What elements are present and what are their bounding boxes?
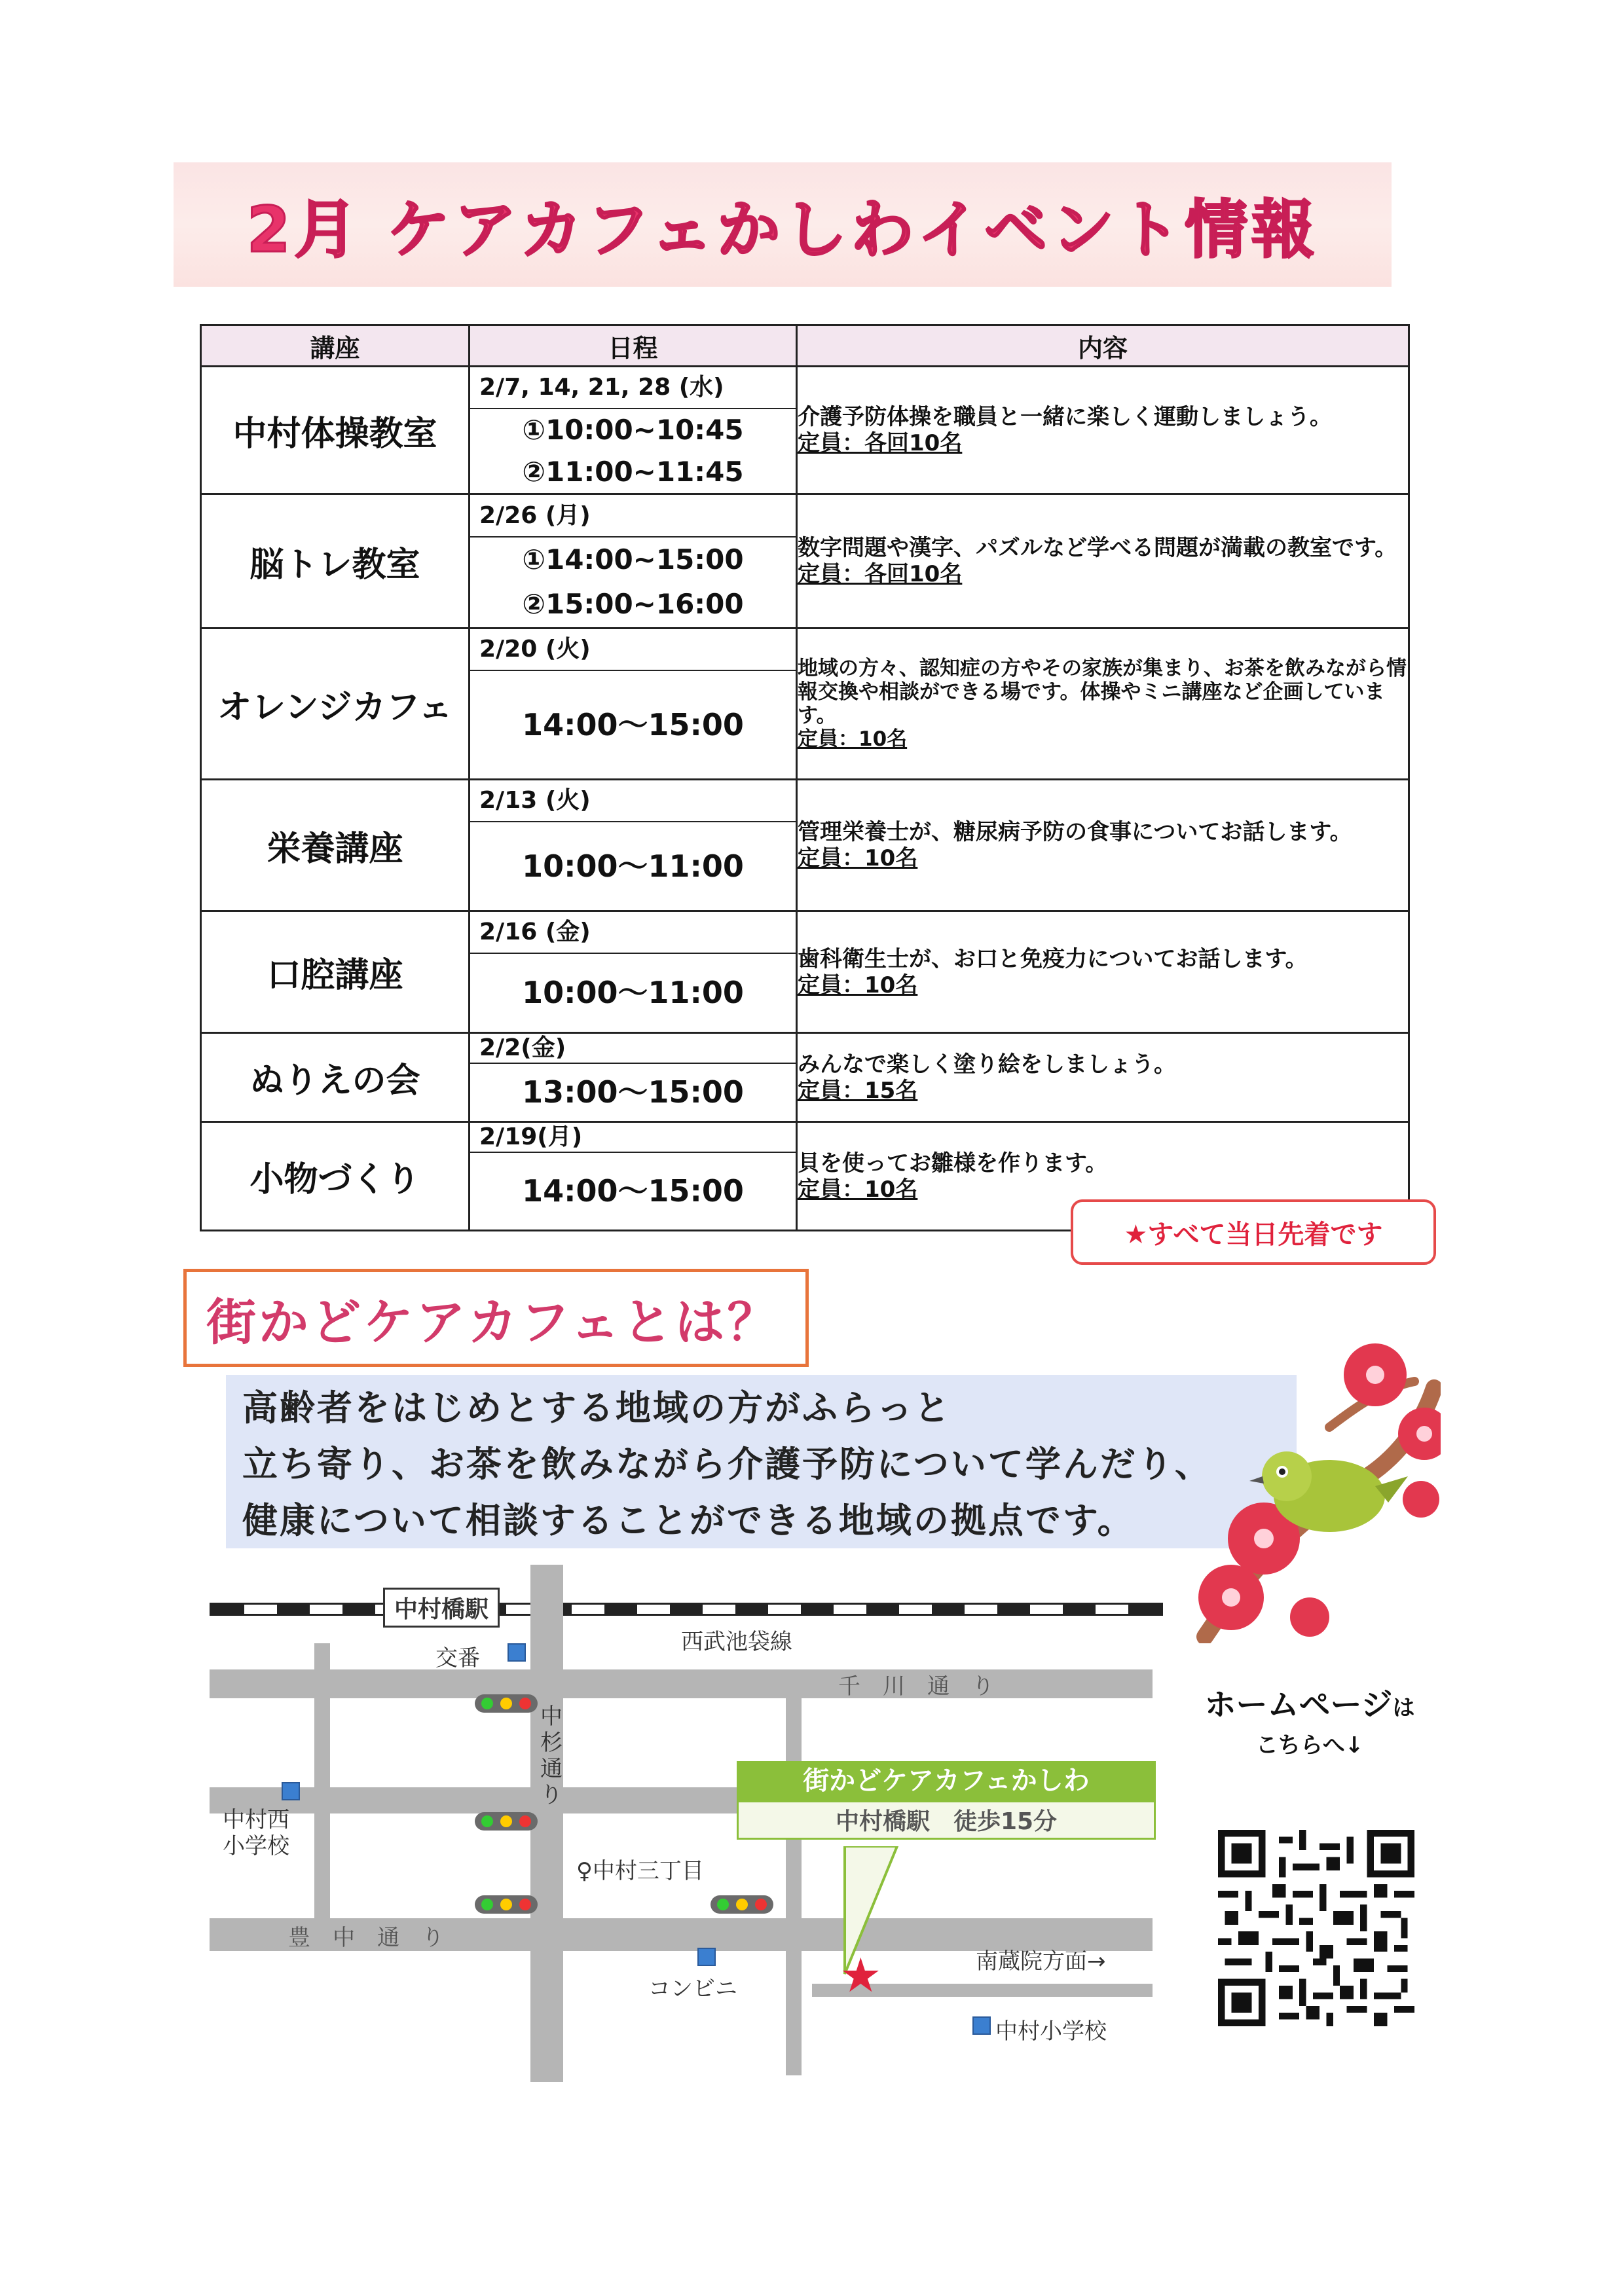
schedule-cell [470,367,797,494]
nanzoin-label: 南蔵院方面→ [976,1948,1106,1975]
event-date: 2/13 (火) [470,780,796,822]
about-line: 高齢者をはじめとする地域の方がふらっと [242,1387,951,1429]
event-time: 14:00～15:00 [522,707,744,742]
schedule-cell [470,911,797,1033]
event-time: 14:00～15:00 [522,1173,744,1209]
event-time: 10:00～11:00 [522,975,744,1010]
homepage-suffix: は [1392,1695,1415,1721]
cafe-name: 街かどケアカフェかしわ [737,1761,1156,1800]
nakasugi-label: 中 杉 通 り [540,1704,563,1808]
konbini-label: コンビニ [648,1976,737,2002]
sanchome-text: 中村三丁目 [592,1858,704,1884]
description-text: 貝を使ってお雛様を作ります。 [798,1150,1108,1176]
event-date: 2/20 (火) [470,629,796,671]
traffic-signal-icon [475,1812,538,1831]
about-line: 立ち寄り、お茶を飲みながら介護予防について学んだり、 [242,1444,1212,1485]
school-label: 中村小学校 [995,2018,1107,2045]
table-header-row [201,325,1409,367]
about-line: 健康について相談することができる地域の拠点です。 [242,1500,1135,1541]
schedule-cell [470,1122,797,1231]
capacity-text: 定員：各回10名 [798,561,963,587]
school-west-label: 中村西 小学校 [223,1807,289,1859]
homepage-line2: こちらへ↓ [1255,1732,1364,1758]
description-text: 管理栄養士が、糖尿病予防の食事についてお話します。 [798,819,1352,845]
event-date: 2/26 (月) [470,496,796,538]
koban-icon [507,1643,526,1662]
capacity-text: 定員：10名 [798,1176,918,1203]
description-text: 数字問題や漢字、パズルなど学べる問題が満載の教室です。 [798,535,1397,561]
event-date: 2/7, 14, 21, 28 (水) [470,367,796,409]
schedule-cell [470,629,797,780]
about-heading-text: 街かどケアカフェとは？ [206,1292,780,1351]
course-name: ぬりえの会 [201,1033,470,1122]
event-time: ①10:00~10:45 [522,414,744,446]
traffic-signal-icon [710,1895,773,1914]
event-date: 2/16 (金) [470,912,796,954]
capacity-text: 定員：15名 [798,1077,918,1104]
traffic-signal-icon [475,1694,538,1713]
course-name: 口腔講座 [201,911,470,1033]
event-date: 2/19(月) [470,1123,796,1153]
cafe-access: 中村橋駅 徒歩15分 [737,1800,1156,1840]
event-table [200,324,1410,1231]
schedule-cell [470,494,797,629]
course-name: 中村体操教室 [201,367,470,494]
capacity-text: 定員：10名 [798,727,908,751]
capacity-text: 定員：各回10名 [798,430,963,456]
header-content: 内容 [797,325,1409,367]
railway-line [210,1603,1163,1616]
header-schedule: 日程 [470,325,797,367]
description-text: 地域の方々、認知症の方やその家族が集まり、お茶を飲みながら情報交換や相談ができる場です。体操やミニ講座など企画しています。 [798,657,1407,727]
page-title: 2月 ケアカフェかしわイベント情報 [246,192,1319,266]
description-text: みんなで楽しく塗り絵をしましょう。 [798,1051,1176,1078]
bus-stop-icon: ♀ [576,1858,593,1884]
access-map [210,1565,1172,2082]
event-time: ①14:00~15:00 [522,543,744,575]
side-road-east [786,1669,802,2075]
event-description [797,911,1409,1033]
senkawa-road [210,1669,1153,1698]
station-label: 中村橋駅 [383,1588,500,1628]
bird-blossom-illustration [1166,1329,1441,1643]
table-row [201,629,1409,780]
sanchome-label [576,1853,704,1885]
course-name: オレンジカフェ [201,629,470,780]
table-row [201,367,1409,494]
cafe-callout [737,1761,1156,1846]
first-come-notice: ★すべて当日先着です [1071,1199,1436,1265]
schedule-cell [470,1033,797,1122]
course-name: 脳トレ教室 [201,494,470,629]
table-row [201,780,1409,911]
homepage-line1 [1179,1679,1441,1724]
event-description [797,1033,1409,1122]
description-text: 歯科衛生士が、お口と免疫力についてお話します。 [798,945,1308,972]
table-row [201,911,1409,1033]
koban-label: 交番 [435,1645,480,1671]
title-banner [174,162,1392,287]
side-road-west [314,1643,330,1944]
event-description [797,367,1409,494]
homepage-label: ホームページ [1204,1686,1393,1723]
header-course: 講座 [201,325,470,367]
about-heading [183,1269,809,1367]
event-time: 13:00～15:00 [522,1074,744,1110]
toyonaka-label: 豊 中 通 り [288,1925,444,1951]
school-icon [972,2016,991,2035]
event-description [797,494,1409,629]
capacity-text: 定員：10名 [798,972,918,998]
homepage-qr-code[interactable] [1218,1830,1414,2026]
event-description [797,629,1409,780]
about-text [242,1380,1212,1549]
railway-label: 西武池袋線 [681,1629,792,1655]
traffic-signal-icon [475,1895,538,1914]
table-row [201,494,1409,629]
cafe-location-star-icon: ★ [840,1948,882,2003]
event-time: ②11:00~11:45 [522,456,744,488]
table-row [201,1033,1409,1122]
event-date: 2/2(金) [470,1034,796,1064]
event-time: 10:00～11:00 [522,848,744,884]
description-text: 介護予防体操を職員と一緒に楽しく運動しましょう。 [798,404,1332,430]
course-name: 小物づくり [201,1122,470,1231]
homepage-note [1179,1679,1441,1759]
schedule-cell [470,780,797,911]
course-name: 栄養講座 [201,780,470,911]
school-west-icon [282,1782,300,1800]
event-time: ②15:00~16:00 [522,588,744,620]
event-description [797,780,1409,911]
capacity-text: 定員：10名 [798,845,918,871]
senkawa-label: 千 川 通 り [838,1673,994,1700]
konbini-icon [697,1948,716,1966]
